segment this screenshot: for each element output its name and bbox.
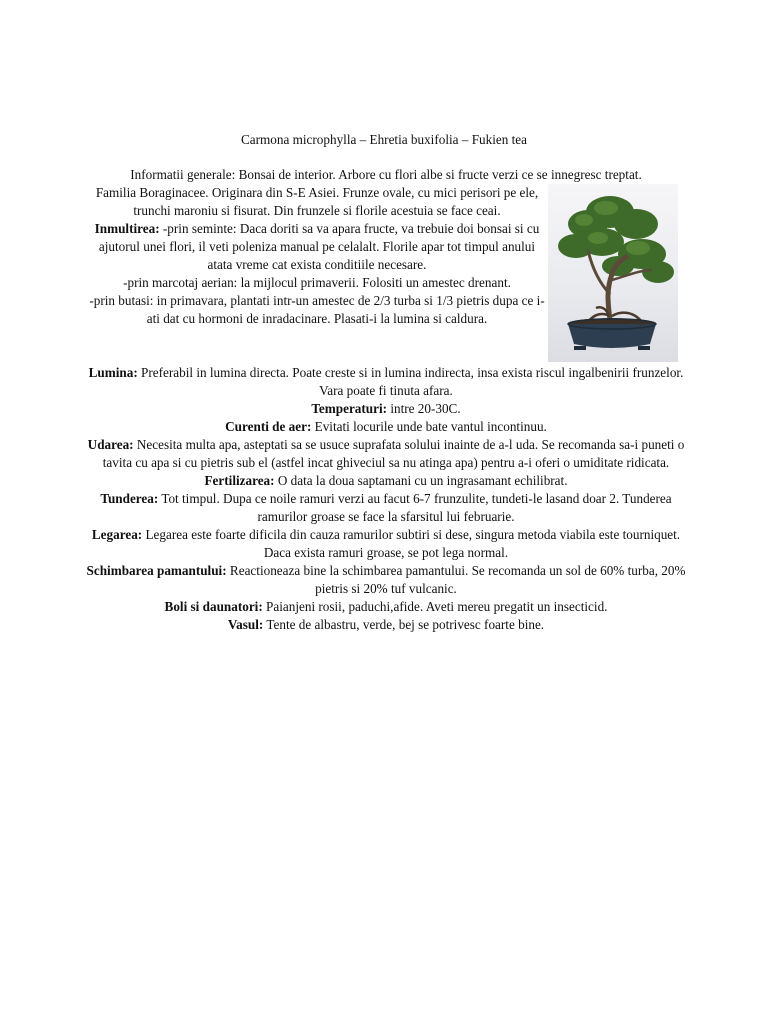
section-legarea bbox=[86, 526, 686, 562]
section-text: Evitati locurile unde bate vantul incontinuu. bbox=[311, 419, 547, 434]
section-text: intre 20-30C. bbox=[387, 401, 461, 416]
section-curenti bbox=[86, 418, 686, 436]
section-text: Tente de albastru, verde, bej se potrivesc foarte bine. bbox=[263, 617, 545, 632]
section-label: Curenti de aer: bbox=[225, 419, 312, 434]
section-label: Lumina: bbox=[88, 365, 138, 380]
bonsai-photo bbox=[548, 184, 678, 362]
section-label: Boli si daunatori: bbox=[164, 599, 263, 614]
section-vasul bbox=[86, 616, 686, 634]
section-label: Vasul: bbox=[227, 617, 264, 632]
section-fertilizarea bbox=[86, 472, 686, 490]
sections-list bbox=[86, 364, 686, 634]
section-text: Paianjeni rosii, paduchi,afide. Aveti mereu pregatit un insecticid. bbox=[262, 599, 608, 614]
section-text: O data la doua saptamani cu un ingrasamant echilibrat. bbox=[274, 473, 568, 488]
section-text: Tot timpul. Dupa ce noile ramuri verzi au facut 6-7 frunzulite, tundeti-le lasand doar 2. Tunderea ramurilor groase se face la sfarsitul lui februarie. bbox=[158, 491, 672, 524]
section-text: Preferabil in lumina directa. Poate creste si in lumina indirecta, insa exista riscul ingalbenirii frunzelor. Vara poate fi tinuta afara. bbox=[137, 365, 684, 398]
section-schimbarea-pamantului bbox=[86, 562, 686, 598]
section-text: -prin seminte: Daca doriti sa va apara fructe, va trebuie doi bonsai si cu ajutorul unei flori, il veti poleniza manual pe celalalt. Florile apar tot timpul anului atata vreme cat exista conditiile necesare. bbox=[98, 221, 540, 272]
section-label: Legarea: bbox=[91, 527, 143, 542]
section-inmultirea bbox=[86, 220, 548, 274]
document-title: Carmona microphylla – Ehretia buxifolia – Fukien tea bbox=[240, 132, 528, 147]
section-tunderea bbox=[86, 490, 686, 526]
section-text: Necesita multa apa, asteptati sa se usuce suprafata solului inainte de a-l uda. Se recomanda sa-i puneti o tavita cu apa si cu pietris sub el (astfel incat ghiveciul sa nu atinga apa) pentru a-i oferi o umiditate ridicata. bbox=[102, 437, 685, 470]
section-label: Udarea: bbox=[87, 437, 134, 452]
bonsai-tree-icon bbox=[548, 184, 678, 362]
section-label: Inmultirea: bbox=[94, 221, 160, 236]
intro-paragraph: Familia Boraginacee. Originara din S-E Asiei. Frunze ovale, cu mici perisori pe ele, trunchi maroniu si fisurat. Din frunzele si florile acestuia se face ceai. bbox=[95, 185, 539, 218]
marcotaj-line: -prin marcotaj aerian: la mijlocul primaverii. Folositi un amestec drenant. bbox=[123, 275, 511, 290]
section-label: Tunderea: bbox=[100, 491, 159, 506]
butasi-line: -prin butasi: in primavara, plantati intr-un amestec de 2/3 turba si 1/3 pietris dupa ce i-ati dat cu hormoni de inradacinare. Plasati-i la lumina si caldura. bbox=[89, 293, 545, 326]
section-boli-daunatori bbox=[86, 598, 686, 616]
section-text: Legarea este foarte dificila din cauza ramurilor subtiri si dese, singura metoda viabila este tourniquet. Daca exista ramuri groase, se pot lega normal. bbox=[142, 527, 681, 560]
section-temperaturi bbox=[86, 400, 686, 418]
intro-line: Informatii generale: Bonsai de interior. Arbore cu flori albe si fructe verzi ce se innegresc treptat. bbox=[130, 167, 642, 182]
section-udarea bbox=[86, 436, 686, 472]
text-beside-photo bbox=[86, 184, 548, 328]
section-label: Fertilizarea: bbox=[204, 473, 275, 488]
section-label: Temperaturi: bbox=[311, 401, 388, 416]
section-label: Schimbarea pamantului: bbox=[86, 563, 227, 578]
section-text: Reactioneaza bine la schimbarea pamantului. Se recomanda un sol de 60% turba, 20% pietris si 20% tuf vulcanic. bbox=[226, 563, 686, 596]
section-lumina bbox=[86, 364, 686, 400]
